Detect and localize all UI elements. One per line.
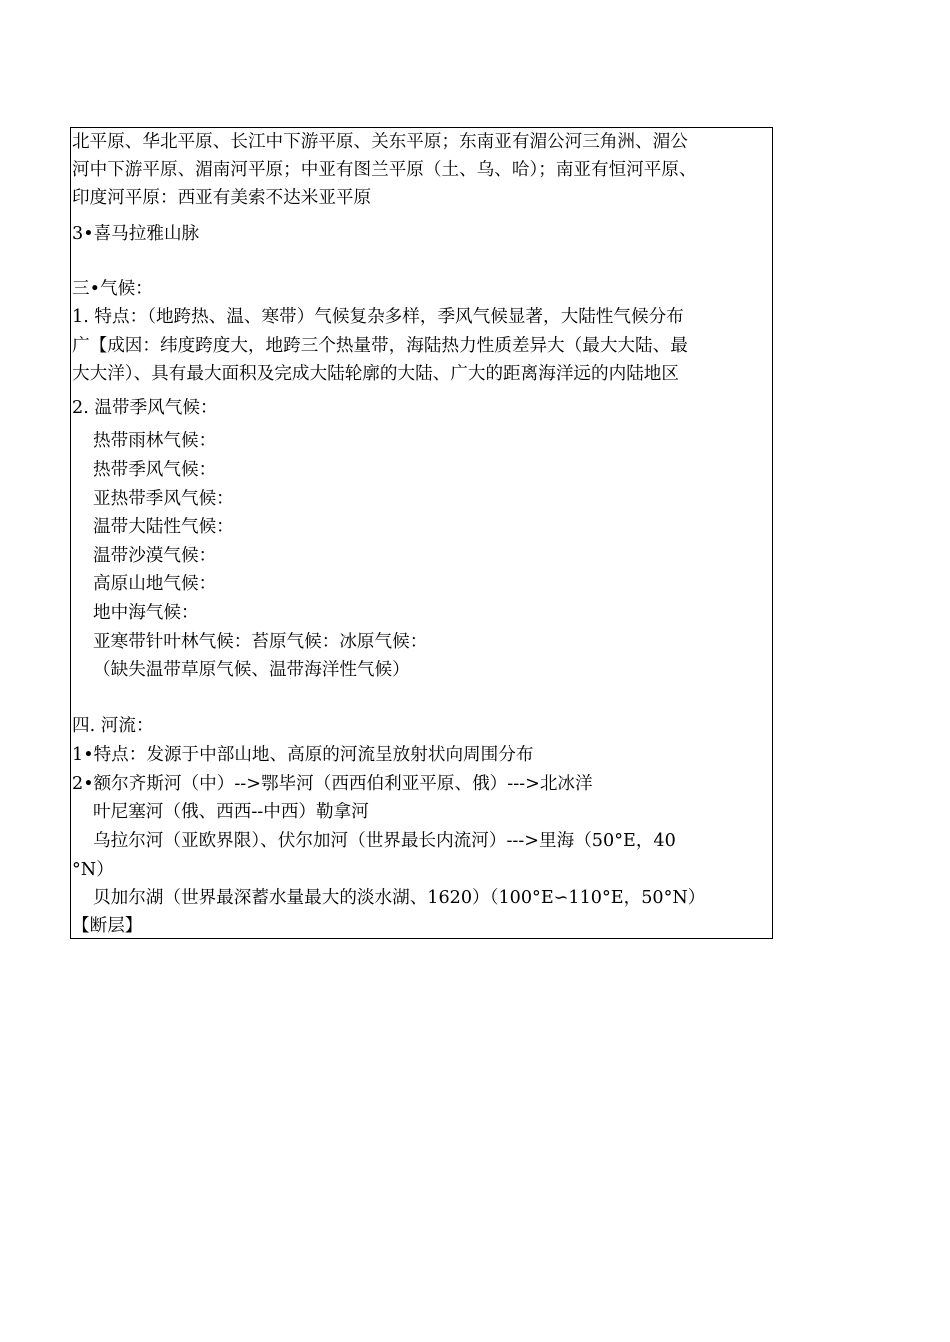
climate-item: 温带大陆性气候： (93, 517, 234, 537)
text-line-plains-3: 印度河平原：西亚有美索不达米亚平原 (72, 188, 372, 208)
text-line-rivers-1: 1•特点：发源于中部山地、高原的河流呈放射状向周围分布 (72, 745, 534, 765)
text-line-plains-1: 北平原、华北平原、长江中下游平原、关东平原；东南亚有湄公河三角洲、湄公 (72, 132, 688, 152)
climate-item: 温带沙漠气候： (93, 546, 217, 566)
text-line-rivers-5: °N） (72, 860, 114, 880)
text-line-rivers-3: 叶尼塞河（俄、西西--中西）勒拿河 (93, 802, 369, 822)
text-line-climate-1: 1. 特点：（地跨热、温、寒带）气候复杂多样，季风气候显著，大陆性气候分布 (72, 307, 684, 327)
climate-note: （缺失温带草原气候、温带海洋性气候） (93, 660, 410, 680)
text-line-climate-3: 大大洋）、具有最大面积及完成大陆轮廓的大陆、广大的距离海洋远的内陆地区 (72, 364, 679, 384)
text-line-climate-4: 2. 温带季风气候： (72, 398, 218, 418)
climate-item: 亚热带季风气候： (93, 489, 234, 509)
climate-item: 热带季风气候： (93, 460, 217, 480)
text-line-fault: 【断层】 (72, 916, 143, 936)
text-line-climate-2: 广【成因：纬度跨度大，地跨三个热量带，海陆热力性质差异大（最大大陆、最 (72, 336, 688, 356)
climate-item: 亚寒带针叶林气候：苔原气候：冰原气候： (93, 632, 428, 652)
climate-item: 高原山地气候： (93, 574, 217, 594)
section-heading-rivers: 四. 河流： (72, 716, 154, 736)
climate-item: 热带雨林气候： (93, 431, 217, 451)
text-line-rivers-4: 乌拉尔河（亚欧界限）、伏尔加河（世界最长内流河）--->里海（50°E，40 (93, 831, 676, 851)
text-line-himalaya: 3•喜马拉雅山脉 (72, 224, 200, 244)
text-line-rivers-2: 2•额尔齐斯河（中）-->鄂毕河（西西伯利亚平原、俄）--->北冰洋 (72, 774, 593, 794)
climate-item: 地中海气候： (93, 603, 199, 623)
section-heading-climate: 三•气候： (72, 279, 153, 299)
text-line-plains-2: 河中下游平原、湄南河平原；中亚有图兰平原（土、乌、哈）；南亚有恒河平原、 (72, 160, 697, 180)
content-box (70, 127, 773, 939)
text-line-baikal: 贝加尔湖（世界最深蓄水量最大的淡水湖、1620）（100°E∽110°E，50°N） (93, 888, 706, 908)
